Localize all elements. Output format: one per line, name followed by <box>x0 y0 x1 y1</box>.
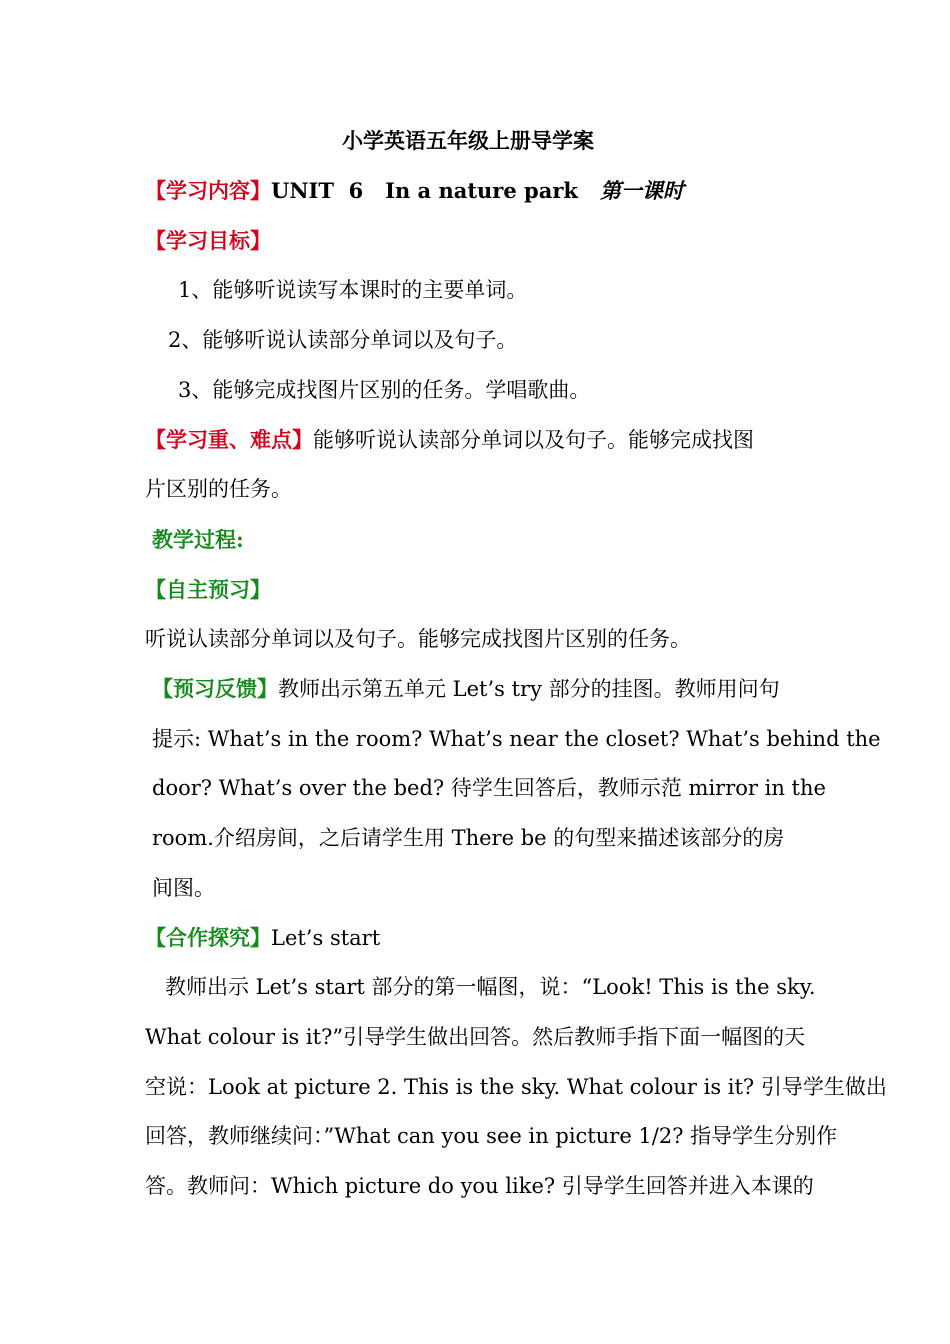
coop-title: Let’s start <box>271 926 381 950</box>
preview-text: 听说认读部分单词以及句子。能够完成找图片区别的任务。 <box>145 627 691 651</box>
coop-text: What colour is it?”引导学生做出回答。然后教师手指下面一幅图的天 <box>145 1025 806 1049</box>
key-points-text: 能够听说认读部分单词以及句子。能够完成找图 <box>313 428 754 452</box>
coop-tag: 【合作探究】 <box>145 925 271 950</box>
unit-line <box>145 177 684 205</box>
process-heading: 教学过程: <box>152 527 244 552</box>
goal-item: 2、能够听说认读部分单词以及句子。 <box>168 328 518 352</box>
coop-text: 答。教师问：Which picture do you like? 引导学生回答并进入本课的 <box>145 1174 814 1198</box>
feedback-line <box>152 675 780 703</box>
coop-text: 空说：Look at picture 2. This is the sky. What colour is it? 引导学生做出 <box>145 1075 887 1099</box>
feedback-tag: 【预习反馈】 <box>152 676 278 701</box>
feedback-text: 教师出示第五单元 Let’s try 部分的挂图。教师用问句 <box>278 677 780 701</box>
preview-tag: 【自主预习】 <box>145 577 271 602</box>
lesson-label: 第一课时 <box>599 178 684 203</box>
key-points-line <box>145 426 754 454</box>
unit-title: UNIT 6 In a nature park <box>271 178 578 203</box>
key-points-tag: 【学习重、难点】 <box>145 427 313 452</box>
goal-item: 3、能够完成找图片区别的任务。学唱歌曲。 <box>178 378 591 402</box>
coop-text: 教师出示 Let’s start 部分的第一幅图，说：“Look! This is the sky. <box>165 975 816 999</box>
coop-text: 回答，教师继续问：”What can you see in picture 1/2? 指导学生分别作 <box>145 1124 838 1148</box>
key-points-text-cont: 片区别的任务。 <box>145 477 292 501</box>
feedback-text: door? What’s over the bed? 待学生回答后，教师示范 mirror in the <box>152 776 826 800</box>
document-title: 小学英语五年级上册导学案 <box>342 128 594 153</box>
feedback-text: room.介绍房间，之后请学生用 There be 的句型来描述该部分的房 <box>152 826 785 850</box>
coop-line <box>145 924 380 952</box>
feedback-text: 提示: What’s in the room? What’s near the closet? What’s behind the <box>152 727 881 751</box>
goal-item: 1、能够听说读写本课时的主要单词。 <box>178 278 528 302</box>
goals-tag: 【学习目标】 <box>145 228 271 253</box>
content-tag: 【学习内容】 <box>145 178 271 203</box>
feedback-text: 间图。 <box>152 876 215 900</box>
